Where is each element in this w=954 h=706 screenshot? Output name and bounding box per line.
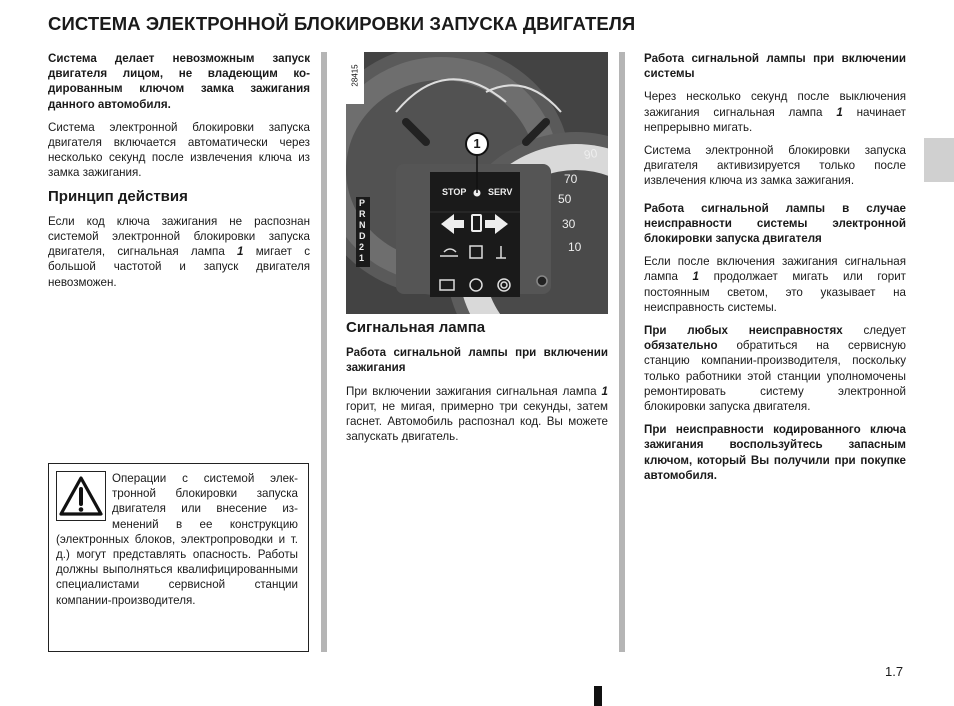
column-3 <box>644 51 906 491</box>
paragraph: Через несколько секунд после выключения зажигания сигнальная лампа 1 начинает непрерывно мигать. <box>644 90 906 134</box>
serv-label: SERV <box>488 187 513 197</box>
subheading: Работа сигнальной лампы при включении системы <box>644 52 906 81</box>
subheading: Работа сигнальной лампы при включении зажигания <box>346 346 608 375</box>
callout-ref: 1 <box>237 245 244 259</box>
section-tab <box>924 138 954 182</box>
paragraph: Система электронной блокировки запуска двигателя включается автоматически через несколько секунд после извлечения ключа из замка зажигания. <box>48 120 310 180</box>
intro-paragraph: Система делает невозможным запуск двигателя лицом, не владеющим кодированным ключом замка зажигания данного автомобиля. <box>48 52 310 111</box>
callout-number: 1 <box>473 136 481 151</box>
subheading: Работа сигнальной лампы в случае неисправности системы электронной блокировки запуска двигателя <box>644 201 906 246</box>
callout-ref: 1 <box>836 105 843 119</box>
page-number: 1.7 <box>885 664 904 679</box>
paragraph: Система электронной блокировки запуска двигателя активизируется только после извлечения ключа из замка зажигания. <box>644 144 906 188</box>
gear-indicator: PRND21 <box>359 198 366 263</box>
column-divider-left <box>321 52 327 652</box>
paragraph: При включении зажигания сигнальная лампа 1 горит, не мигая, примерно три секунды, затем гаснет. Автомобиль распознал код. Вы можете запускать двигатель. <box>346 384 608 444</box>
column-2 <box>346 320 608 452</box>
paragraph: Если код ключа зажигания не распознан системой электронной блокировки запуска двигателя, сигнальная лампа 1 мигает с большой частотой и запуск двигателя невозможен. <box>48 214 310 289</box>
illustration-code: 28415 <box>350 64 360 87</box>
page-title: СИСТЕМА ЭЛЕКТРОННОЙ БЛОКИРОВКИ ЗАПУСКА ДВИГАТЕЛЯ <box>48 13 636 34</box>
speed-label: 30 <box>562 217 576 231</box>
section-heading: Принцип действия <box>48 187 188 205</box>
column-divider-right <box>619 52 625 652</box>
speed-label: 70 <box>564 172 578 186</box>
paragraph: При неисправности кодированного ключа зажигания воспользуйтесь запасным ключом, который Вы получили при покупке автомобиля. <box>644 423 906 482</box>
callout-ref: 1 <box>692 270 699 284</box>
paragraph: При любых неисправностях следует обязательно обратиться на сервисную станцию компании-производителя, поскольку только работники этой станции уполномочены ремонтировать систему электронной блокировки запуска двигателя. <box>644 324 906 414</box>
dashboard-illustration <box>346 52 608 314</box>
footer-marker <box>594 686 602 706</box>
paragraph: Если после включения зажигания сигнальная лампа 1 продолжает мигать или горит постоянным светом, это указывает на неисправность системы. <box>644 255 906 314</box>
column-1 <box>48 51 310 298</box>
section-heading: Сигнальная лампа <box>346 319 486 336</box>
warning-text: Операции с системой электронной блокировки запуска двигателя или внесение изменений в ее конструкцию (электронных блоков, электропроводки и т. д.) могут представлять опасность. Работы должны выполняться квалифицированными специалистами сервисной станции компании-производителя. <box>56 472 298 607</box>
callout-ref: 1 <box>601 384 608 398</box>
speed-label: 90 <box>582 145 599 163</box>
speed-label: 10 <box>568 240 582 254</box>
speed-label: 50 <box>558 192 572 206</box>
stop-label: STOP <box>442 187 467 197</box>
